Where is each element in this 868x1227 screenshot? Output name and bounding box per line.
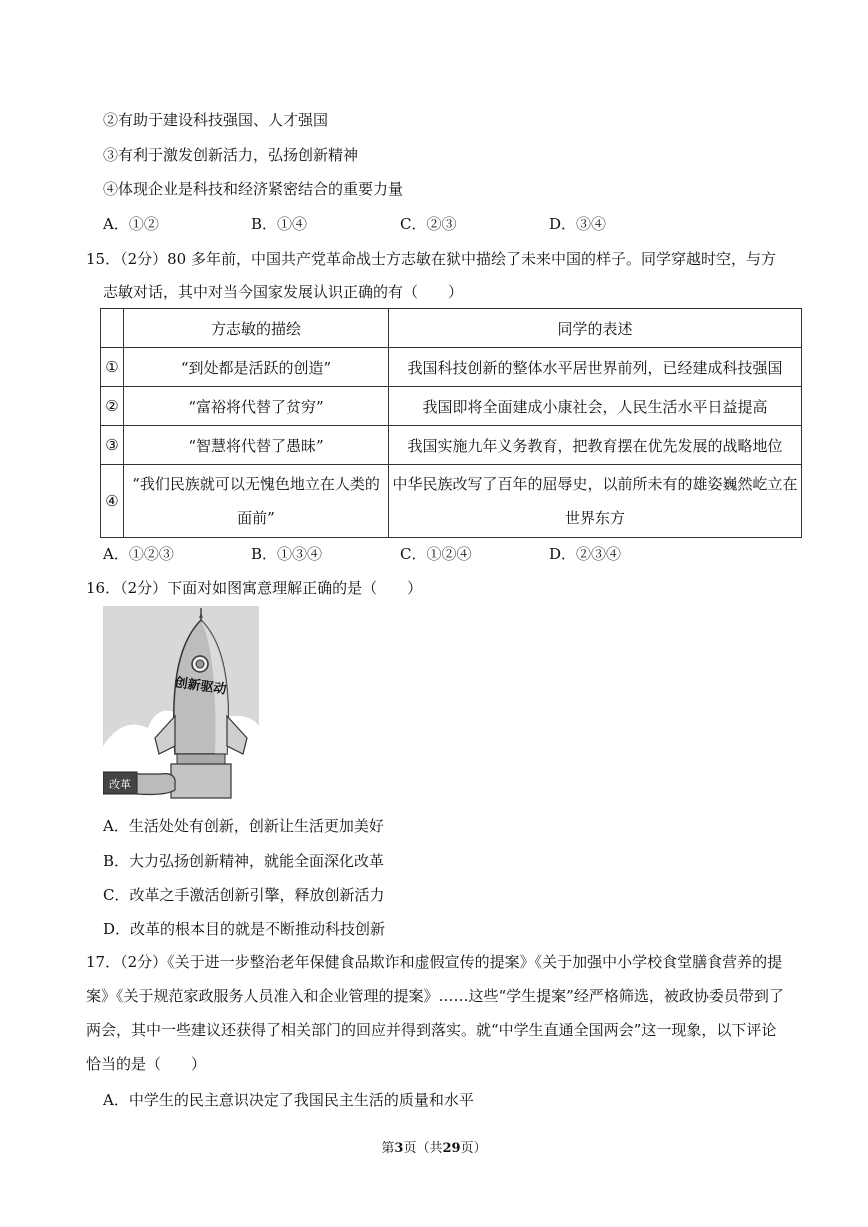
row-number: ① [101,348,124,387]
choice: C．②③ [400,215,457,233]
rocket-illustration [103,606,259,802]
q17-stem: 17．（2分）《关于进一步整治老年保健食品欺诈和虚假宣传的提案》《关于加强中小学校食堂膳食营养的提案》《关于规范家政服务人员准入和企业管理的提案》……这些“学生提案”经严格筛选，被政协委员带到了两会，其中一些建议还获得了相关部门的回应并得到落实。就“中学生直通全国两会”这一现象，以下评论恰当的是（ ） [86,953,784,1073]
header-cell: 同学的表述 [389,309,802,348]
row-desc: “到处都是活跃的创造” [124,348,389,387]
page-total: 29 [442,1141,461,1156]
q15-table [100,308,802,538]
row-stmt: 我国科技创新的整体水平居世界前列，已经建成科技强国 [389,348,802,387]
rocket-label: 创新驱动 [173,675,228,698]
choice: A．①②③ [103,545,174,563]
q16-choice-a: A．生活处处有创新，创新让生活更加美好 [103,817,384,835]
row-stmt: 中华民族改写了百年的屈辱史，以前所未有的雄姿巍然屹立在世界东方 [389,465,802,538]
row-number: ④ [101,465,124,538]
row-desc: “我们民族就可以无愧色地立在人类的面前” [124,465,389,538]
option-line: ③有利于激发创新活力，弘扬创新精神 [103,146,359,164]
choice: A．①② [103,215,159,233]
choice: B．①③④ [251,545,323,563]
q16-choice-b: B．大力弘扬创新精神，就能全面深化改革 [103,852,385,870]
row-number: ③ [101,426,124,465]
q16-choice-c: C．改革之手激活创新引擎，释放创新活力 [103,886,385,904]
page-footer: 第3页（共29页） [381,1141,487,1156]
row-desc: “富裕将代替了贫穷” [124,387,389,426]
row-desc: “智慧将代替了愚昧” [124,426,389,465]
q16-choice-d: D．改革的根本目的就是不断推动科技创新 [103,920,386,938]
sleeve-label: 改革 [109,778,131,791]
q15-stem-line2: 志敏对话，其中对当今国家发展认识正确的有（ ） [103,283,464,301]
page-number: 3 [394,1141,404,1156]
row-number: ② [101,387,124,426]
choice: C．①②④ [400,545,472,563]
header-cell: 方志敏的描绘 [124,309,389,348]
row-stmt: 我国即将全面建成小康社会，人民生活水平日益提高 [389,387,802,426]
option-line: ②有助于建设科技强国、人才强国 [103,111,329,129]
choice: B．①④ [251,215,308,233]
choice: D．③④ [549,215,607,233]
q17-choice-a: A．中学生的民主意识决定了我国民主生活的质量和水平 [103,1091,474,1109]
q16-stem: 16．（2分）下面对如图寓意理解正确的是（ ） [86,579,423,597]
row-stmt: 我国实施九年义务教育，把教育摆在优先发展的战略地位 [389,426,802,465]
q15-stem-line1: 15．（2分）80 多年前，中国共产党革命战士方志敏在狱中描绘了未来中国的样子。同学穿越时空，与方 [86,250,776,268]
choice: D．②③④ [549,545,622,563]
header-cell [101,309,124,348]
option-line: ④体现企业是科技和经济紧密结合的重要力量 [103,180,404,198]
